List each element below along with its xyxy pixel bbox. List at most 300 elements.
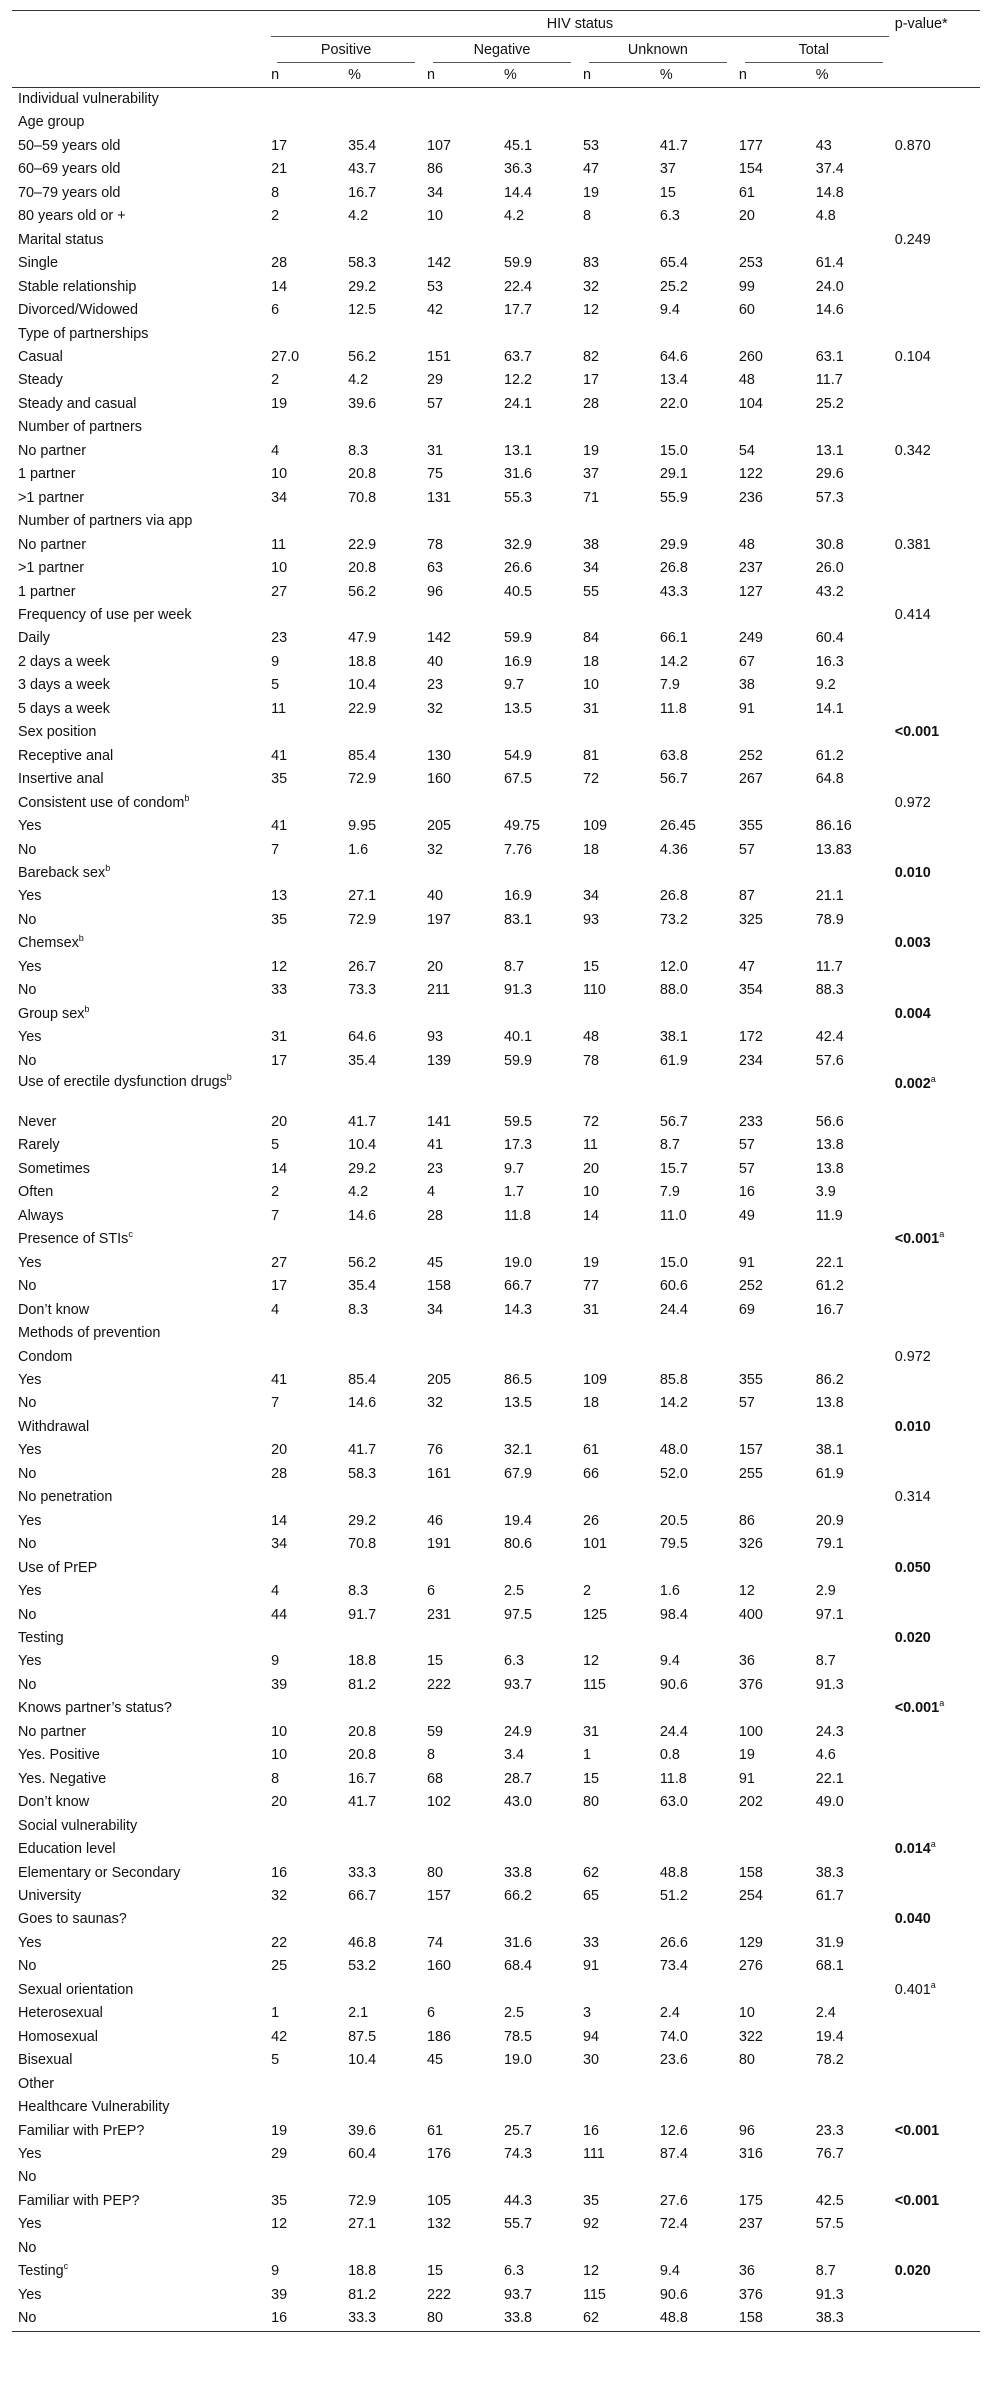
percent-cell: 6.3 <box>659 208 680 225</box>
percent-cell: 4.2 <box>348 372 369 389</box>
percent-cell: 33.8 <box>498 2307 577 2331</box>
pct-header: % <box>810 63 889 88</box>
count-cell: 20 <box>738 208 755 225</box>
row-label: Rarely <box>18 1137 60 1154</box>
row-label: No <box>18 1052 37 1069</box>
count-cell: 14 <box>271 1512 288 1529</box>
percent-cell: 56.2 <box>348 1254 377 1271</box>
table-row <box>12 88 980 112</box>
table-row <box>12 2260 980 2283</box>
count-cell: 37 <box>582 466 599 483</box>
percent-cell: 16.9 <box>503 653 532 670</box>
table-row <box>12 1369 980 1392</box>
count-cell: 400 <box>738 1606 763 1623</box>
count-cell: 25 <box>271 1958 288 1975</box>
percent-cell: 86.2 <box>815 1372 844 1389</box>
count-cell: 354 <box>738 982 763 999</box>
percent-cell: 86.16 <box>815 818 852 835</box>
percent-cell: 90.6 <box>659 2286 688 2303</box>
percent-cell: 70.8 <box>348 1536 377 1553</box>
percent-cell: 9.2 <box>815 677 836 694</box>
percent-cell: 88.0 <box>659 982 688 999</box>
table-row <box>12 792 980 815</box>
percent-cell: 81.2 <box>348 2286 377 2303</box>
table-row <box>12 2049 980 2072</box>
group-total-header: Total <box>745 38 883 63</box>
count-cell: 91 <box>582 1958 599 1975</box>
count-cell: 326 <box>738 1536 763 1553</box>
percent-cell: 31.6 <box>503 1934 532 1951</box>
percent-cell: 58.3 <box>348 1465 377 1482</box>
count-cell: 115 <box>582 1676 606 1693</box>
p-value: 0.249 <box>894 231 931 248</box>
percent-cell: 35.4 <box>348 137 377 154</box>
count-cell: 12 <box>738 1583 755 1600</box>
percent-cell: 19.4 <box>503 1512 532 1529</box>
count-cell: 62 <box>582 1864 599 1881</box>
percent-cell: 68.4 <box>503 1958 532 1975</box>
percent-cell: 56.7 <box>659 771 688 788</box>
percent-cell: 10.4 <box>348 1137 377 1154</box>
p-value: <0.001 <box>894 2192 940 2209</box>
percent-cell: 7.9 <box>659 1184 680 1201</box>
row-label: No <box>18 2169 37 2186</box>
percent-cell: 58.3 <box>348 255 377 272</box>
p-value: 0.314 <box>894 1489 931 1506</box>
table-row <box>12 1862 980 1885</box>
count-cell: 74 <box>427 1934 444 1951</box>
footnote-marker: b <box>226 1072 232 1083</box>
count-cell: 202 <box>738 1794 763 1811</box>
count-cell: 6 <box>427 1583 436 1600</box>
percent-cell: 14.6 <box>815 302 844 319</box>
count-cell: 100 <box>738 1723 763 1740</box>
footnote-marker: a <box>939 1229 945 1240</box>
table-row <box>12 1439 980 1462</box>
count-cell: 48 <box>738 536 755 553</box>
count-cell: 186 <box>427 2028 452 2045</box>
percent-cell: 14.3 <box>503 1301 532 1318</box>
percent-cell: 9.4 <box>659 2263 680 2280</box>
percent-cell: 91.7 <box>348 1606 377 1623</box>
count-cell: 8 <box>271 1770 280 1787</box>
percent-cell: 42.4 <box>815 1029 844 1046</box>
count-cell: 142 <box>427 630 452 647</box>
percent-cell: 8.7 <box>815 1653 836 1670</box>
count-cell: 47 <box>582 161 599 178</box>
percent-cell: 4.8 <box>815 208 836 225</box>
count-cell: 33 <box>271 982 288 999</box>
row-label: Yes <box>18 1934 42 1951</box>
count-cell: 19 <box>582 442 599 459</box>
table-row <box>12 1744 980 1767</box>
table-row <box>12 135 980 158</box>
percent-cell: 59.5 <box>503 1114 532 1131</box>
table-row <box>12 1721 980 1744</box>
row-label: No <box>18 1395 37 1412</box>
percent-cell: 83.1 <box>503 911 532 928</box>
count-cell: 157 <box>738 1442 763 1459</box>
category-label: Presence of STIs <box>18 1231 129 1248</box>
p-value: 0.342 <box>894 442 931 459</box>
percent-cell: 10.4 <box>348 677 377 694</box>
n-header: n <box>577 63 654 88</box>
count-cell: 160 <box>427 1958 452 1975</box>
count-cell: 151 <box>427 348 452 365</box>
table-row <box>12 1815 980 1838</box>
count-cell: 80 <box>421 2307 498 2331</box>
percent-cell: 68.1 <box>815 1958 844 1975</box>
percent-cell: 24.1 <box>503 395 532 412</box>
percent-cell: 14.6 <box>348 1207 377 1224</box>
count-cell: 5 <box>271 2052 280 2069</box>
count-cell: 10 <box>582 677 599 694</box>
count-cell: 234 <box>738 1052 763 1069</box>
percent-cell: 26.7 <box>348 958 377 975</box>
count-cell: 237 <box>738 2216 763 2233</box>
header-row-groups <box>12 37 980 63</box>
count-cell: 65 <box>582 1887 599 1904</box>
row-label: Stable relationship <box>18 278 137 295</box>
table-row <box>12 111 980 134</box>
count-cell: 26 <box>582 1512 599 1529</box>
percent-cell: 22.1 <box>815 1254 844 1271</box>
count-cell: 157 <box>427 1887 452 1904</box>
count-cell: 23 <box>271 630 288 647</box>
count-cell: 36 <box>738 2263 755 2280</box>
table-row <box>12 1674 980 1697</box>
p-value: 0.972 <box>894 794 931 811</box>
percent-cell: 64.8 <box>815 771 844 788</box>
count-cell: 53 <box>582 137 599 154</box>
row-label: 2 days a week <box>18 653 110 670</box>
percent-cell: 0.8 <box>659 1747 680 1764</box>
count-cell: 10 <box>582 1184 599 1201</box>
table-row <box>12 2120 980 2143</box>
table-row <box>12 2190 980 2213</box>
percent-cell: 24.4 <box>659 1301 688 1318</box>
count-cell: 104 <box>738 395 763 412</box>
count-cell: 21 <box>271 161 288 178</box>
count-cell: 72 <box>582 771 599 788</box>
count-cell: 20 <box>582 1160 599 1177</box>
count-cell: 99 <box>738 278 755 295</box>
count-cell: 18 <box>582 841 599 858</box>
count-cell: 39 <box>271 2286 288 2303</box>
percent-cell: 29.2 <box>348 1160 377 1177</box>
count-cell: 81 <box>582 747 599 764</box>
count-cell: 29 <box>427 372 444 389</box>
count-cell: 322 <box>738 2028 763 2045</box>
category-label: Education level <box>18 1841 116 1858</box>
percent-cell: 87.4 <box>659 2145 688 2162</box>
table-row <box>12 1627 980 1650</box>
percent-cell: 3.4 <box>503 1747 524 1764</box>
count-cell: 130 <box>427 747 452 764</box>
row-label: No <box>18 841 37 858</box>
count-cell: 62 <box>577 2307 654 2331</box>
hiv-status-table <box>12 10 980 2332</box>
count-cell: 32 <box>427 700 444 717</box>
row-label: Casual <box>18 348 63 365</box>
table-row <box>12 909 980 932</box>
row-label: 70–79 years old <box>18 184 121 201</box>
percent-cell: 56.7 <box>659 1114 688 1131</box>
count-cell: 325 <box>738 911 763 928</box>
percent-cell: 22.0 <box>659 395 688 412</box>
count-cell: 35 <box>271 911 288 928</box>
percent-cell: 61.2 <box>815 747 844 764</box>
count-cell: 191 <box>427 1536 452 1553</box>
table-row <box>12 369 980 392</box>
count-cell: 17 <box>582 372 599 389</box>
group-unknown-header: Unknown <box>589 38 727 63</box>
count-cell: 12 <box>271 2216 288 2233</box>
count-cell: 34 <box>582 560 599 577</box>
count-cell: 205 <box>427 1372 452 1389</box>
count-cell: 31 <box>582 1301 599 1318</box>
percent-cell: 38.3 <box>815 1864 844 1881</box>
count-cell: 276 <box>738 1958 763 1975</box>
percent-cell: 29.9 <box>659 536 688 553</box>
hiv-status-header: HIV status <box>271 12 889 37</box>
table-row <box>12 1228 980 1251</box>
table-row <box>12 768 980 791</box>
count-cell: 115 <box>582 2286 606 2303</box>
row-label: Yes <box>18 2286 42 2303</box>
count-cell: 22 <box>271 1934 288 1951</box>
percent-cell: 38.1 <box>659 1029 688 1046</box>
count-cell: 1 <box>271 2005 280 2022</box>
table-row <box>12 557 980 580</box>
percent-cell: 26.8 <box>659 888 688 905</box>
percent-cell: 49.75 <box>503 818 540 835</box>
count-cell: 46 <box>427 1512 444 1529</box>
row-label: Homosexual <box>18 2028 98 2045</box>
count-cell: 57 <box>738 1160 755 1177</box>
category-label: Marital status <box>18 231 104 248</box>
count-cell: 19 <box>582 184 599 201</box>
count-cell: 35 <box>271 2192 288 2209</box>
count-cell: 8 <box>271 184 280 201</box>
count-cell: 14 <box>582 1207 599 1224</box>
percent-cell: 60.4 <box>815 630 844 647</box>
p-value: 0.401 <box>894 1981 931 1998</box>
count-cell: 10 <box>738 2005 755 2022</box>
count-cell: 111 <box>582 2145 605 2162</box>
count-cell: 260 <box>738 348 763 365</box>
row-label: Single <box>18 255 59 272</box>
percent-cell: 13.1 <box>815 442 844 459</box>
percent-cell: 60.4 <box>348 2145 377 2162</box>
count-cell: 32 <box>582 278 599 295</box>
category-label: Testing <box>18 2263 64 2280</box>
percent-cell: 61.9 <box>815 1465 844 1482</box>
count-cell: 222 <box>427 1676 452 1693</box>
count-cell: 34 <box>271 1536 288 1553</box>
row-label: >1 partner <box>18 560 85 577</box>
percent-cell: 66.7 <box>348 1887 377 1904</box>
count-cell: 38 <box>582 536 599 553</box>
percent-cell: 28.7 <box>503 1770 532 1787</box>
category-label: Bareback sex <box>18 864 106 881</box>
percent-cell: 42.5 <box>815 2192 844 2209</box>
percent-cell: 20.8 <box>348 1723 377 1740</box>
count-cell: 59 <box>427 1723 444 1740</box>
percent-cell: 81.2 <box>348 1676 377 1693</box>
count-cell: 45 <box>427 1254 444 1271</box>
percent-cell: 85.4 <box>348 1372 377 1389</box>
row-label: Yes. Positive <box>18 1747 100 1764</box>
table-row <box>12 1003 980 1026</box>
percent-cell: 98.4 <box>659 1606 688 1623</box>
percent-cell: 19.0 <box>503 2052 532 2069</box>
count-cell: 160 <box>427 771 452 788</box>
count-cell: 16 <box>582 2122 599 2139</box>
count-cell: 87 <box>738 888 755 905</box>
category-label: No penetration <box>18 1489 113 1506</box>
count-cell: 31 <box>582 700 599 717</box>
table-row <box>12 862 980 885</box>
table-row <box>12 393 980 416</box>
count-cell: 237 <box>738 560 763 577</box>
row-label: Don’t know <box>18 1301 90 1318</box>
pct-header: % <box>654 63 733 88</box>
percent-cell: 25.2 <box>815 395 844 412</box>
count-cell: 93 <box>582 911 599 928</box>
table-row <box>12 2284 980 2307</box>
count-cell: 41 <box>271 818 288 835</box>
table-row <box>12 510 980 533</box>
percent-cell: 35.4 <box>348 1278 377 1295</box>
count-cell: 16 <box>738 1184 755 1201</box>
percent-cell: 70.8 <box>348 489 377 506</box>
category-label: Age group <box>18 114 85 131</box>
percent-cell: 88.3 <box>815 982 844 999</box>
count-cell: 38 <box>738 677 755 694</box>
count-cell: 19 <box>271 2122 288 2139</box>
percent-cell: 36.3 <box>503 161 532 178</box>
row-label: No <box>18 1278 37 1295</box>
count-cell: 2 <box>582 1583 591 1600</box>
count-cell: 28 <box>271 1465 288 1482</box>
row-label: Daily <box>18 630 50 647</box>
row-label: No partner <box>18 442 86 459</box>
percent-cell: 14.4 <box>503 184 532 201</box>
p-value: <0.001 <box>894 1700 940 1717</box>
percent-cell: 1.6 <box>348 841 369 858</box>
table-row <box>12 158 980 181</box>
percent-cell: 27.1 <box>348 888 377 905</box>
count-cell: 41 <box>271 747 288 764</box>
count-cell: 9 <box>271 653 280 670</box>
percent-cell: 20.8 <box>348 1747 377 1764</box>
row-label: Heterosexual <box>18 2005 103 2022</box>
count-cell: 83 <box>582 255 599 272</box>
table-row <box>12 1533 980 1556</box>
row-label: Always <box>18 1207 64 1224</box>
category-label: Group sex <box>18 1005 85 1022</box>
count-cell: 84 <box>582 630 599 647</box>
percent-cell: 41.7 <box>348 1442 377 1459</box>
percent-cell: 79.5 <box>659 1536 688 1553</box>
percent-cell: 2.5 <box>503 2005 524 2022</box>
p-value: 0.972 <box>894 1348 931 1365</box>
section-label: Social vulnerability <box>18 1817 138 1834</box>
p-value: 0.020 <box>894 2263 931 2280</box>
row-label: No <box>18 1536 37 1553</box>
percent-cell: 24.0 <box>815 278 844 295</box>
header-row-units <box>12 63 980 88</box>
row-label: No <box>18 1465 37 1482</box>
count-cell: 15 <box>427 1653 444 1670</box>
count-cell: 107 <box>427 137 452 154</box>
p-value: 0.010 <box>894 864 931 881</box>
count-cell: 355 <box>738 818 763 835</box>
count-cell: 125 <box>582 1606 607 1623</box>
count-cell: 10 <box>427 208 444 225</box>
count-cell: 233 <box>738 1114 763 1131</box>
percent-cell: 66.1 <box>659 630 688 647</box>
percent-cell: 4.6 <box>815 1747 836 1764</box>
count-cell: 32 <box>271 1887 288 1904</box>
count-cell: 175 <box>738 2192 763 2209</box>
percent-cell: 1.7 <box>503 1184 524 1201</box>
category-label: Knows partner’s status? <box>18 1700 172 1717</box>
percent-cell: 11.8 <box>503 1207 531 1224</box>
percent-cell: 63.8 <box>659 747 688 764</box>
percent-cell: 17.3 <box>503 1137 532 1154</box>
percent-cell: 61.7 <box>815 1887 844 1904</box>
percent-cell: 79.1 <box>815 1536 844 1553</box>
row-label: Yes <box>18 1442 42 1459</box>
count-cell: 30 <box>582 2052 599 2069</box>
category-label: Familiar with PrEP? <box>18 2122 145 2139</box>
percent-cell: 19.4 <box>815 2028 844 2045</box>
percent-cell: 52.0 <box>659 1465 688 1482</box>
percent-cell: 26.6 <box>659 1934 688 1951</box>
percent-cell: 33.8 <box>503 1864 532 1881</box>
percent-cell: 12.0 <box>659 958 688 975</box>
percent-cell: 85.8 <box>659 1372 688 1389</box>
row-label: Never <box>18 1114 57 1131</box>
table-row <box>12 839 980 862</box>
count-cell: 211 <box>427 982 450 999</box>
count-cell: 12 <box>582 1653 599 1670</box>
percent-cell: 93.7 <box>503 2286 532 2303</box>
table-row <box>12 581 980 604</box>
percent-cell: 59.9 <box>503 1052 532 1069</box>
percent-cell: 26.8 <box>659 560 688 577</box>
category-label: Consistent use of condom <box>18 794 185 811</box>
table-row <box>12 1908 980 1931</box>
count-cell: 20 <box>271 1442 288 1459</box>
table-row <box>12 205 980 228</box>
count-cell: 40 <box>427 653 444 670</box>
count-cell: 78 <box>582 1052 599 1069</box>
table-row <box>12 885 980 908</box>
p-value: 0.002 <box>894 1076 931 1093</box>
percent-cell: 55.3 <box>503 489 532 506</box>
pvalue-header: p-value* <box>889 11 980 38</box>
count-cell: 44 <box>271 1606 288 1623</box>
table-row <box>12 1050 980 1073</box>
count-cell: 255 <box>738 1465 763 1482</box>
count-cell: 316 <box>738 2145 763 2162</box>
table-row <box>12 745 980 768</box>
category-label: Methods of prevention <box>18 1325 161 1342</box>
table-row <box>12 1604 980 1627</box>
